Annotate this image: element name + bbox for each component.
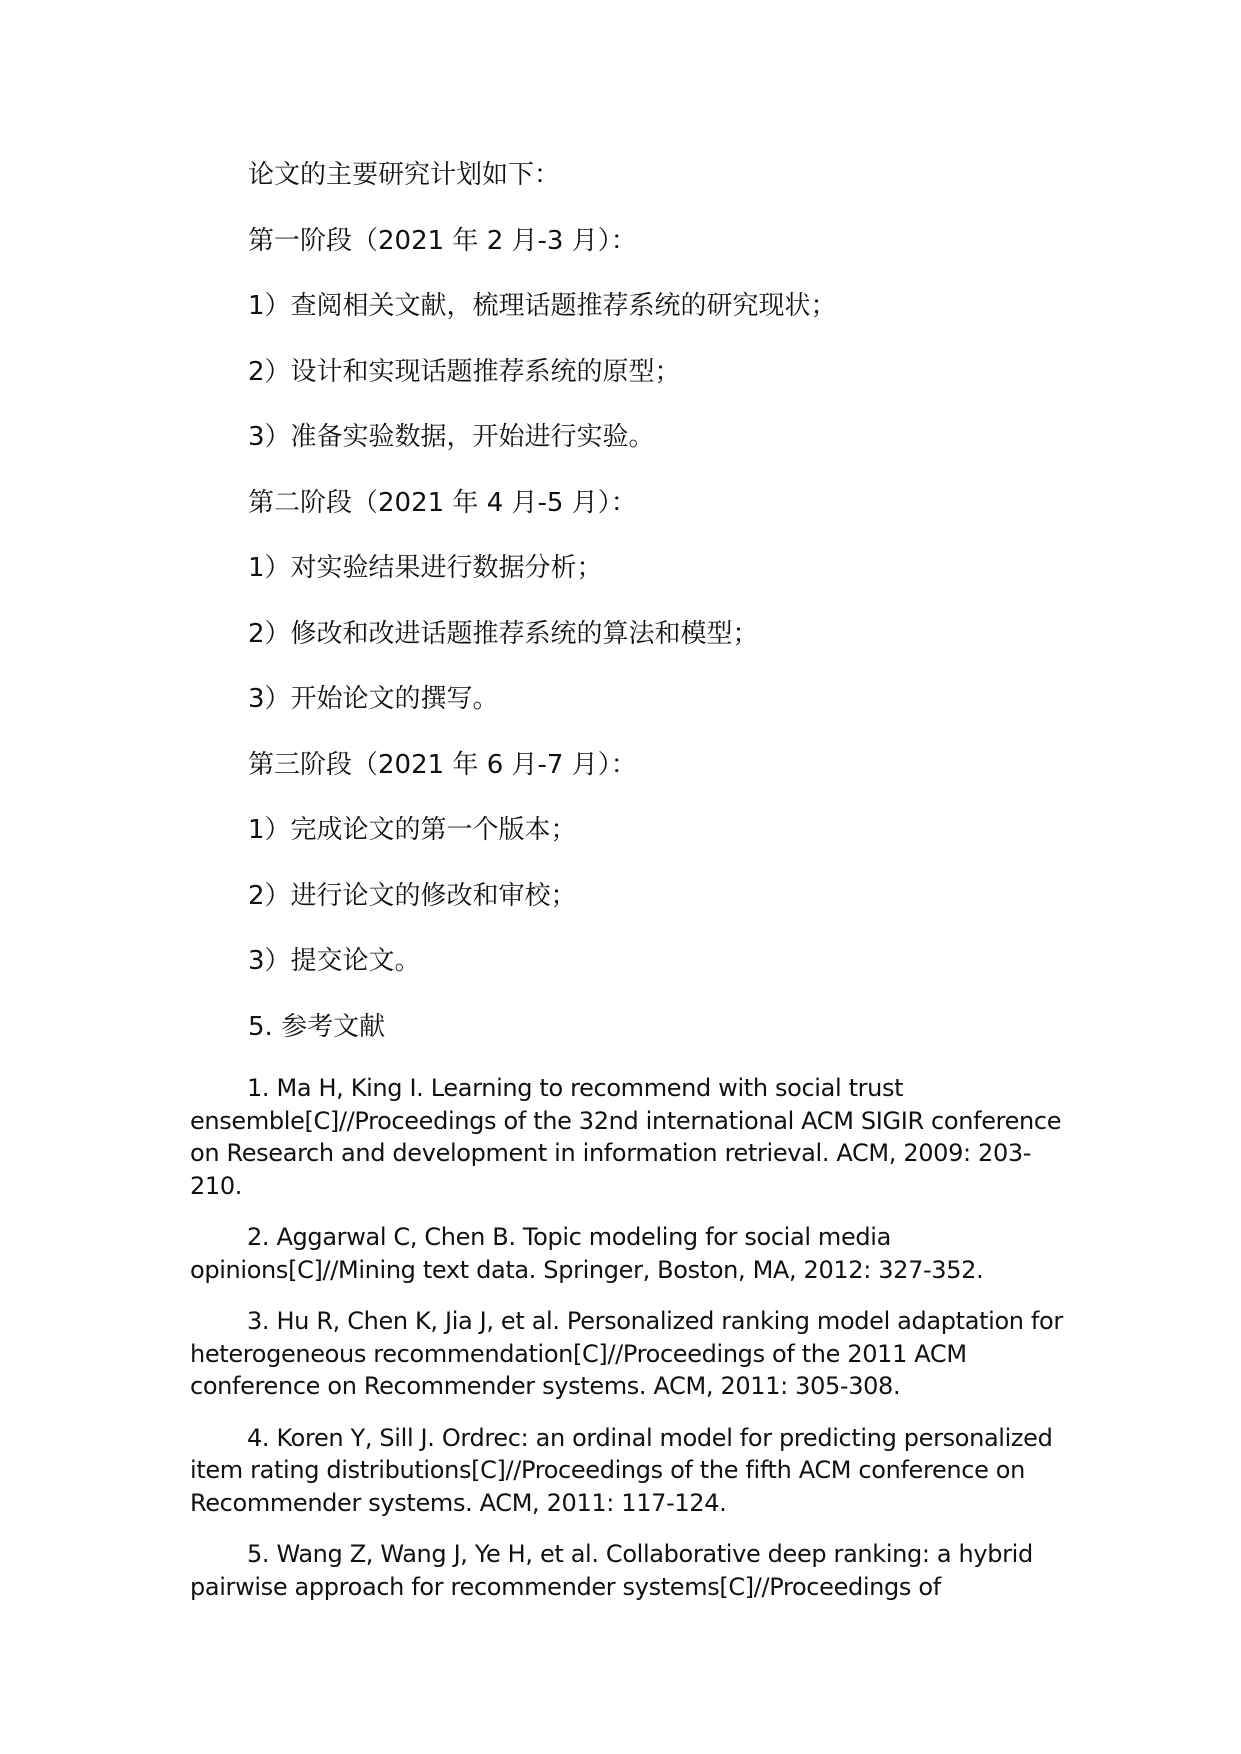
stage-3-item: 3）提交论文。 <box>248 946 421 976</box>
stage-1-item: 1）查阅相关文献，梳理话题推荐系统的研究现状； <box>248 291 837 321</box>
stage-2-item: 2）修改和改进话题推荐系统的算法和模型； <box>248 618 759 649</box>
research-plan-section <box>248 158 1068 1075</box>
stage-2-title: 第二阶段（2021 年 4 月-5 月）： <box>248 487 637 518</box>
stage-3-item: 2）进行论文的修改和审校； <box>248 880 577 911</box>
stage-1-item: 3）准备实验数据，开始进行实验。 <box>248 422 655 452</box>
plan-intro: 论文的主要研究计划如下： <box>248 160 561 190</box>
stage-2-item: 3）开始论文的撰写。 <box>248 684 499 714</box>
stage-3-title: 第三阶段（2021 年 6 月-7 月）： <box>248 749 637 780</box>
stage-1-title: 第一阶段（2021 年 2 月-3 月）： <box>248 225 637 256</box>
reference-item: 1. Ma H, King I. Learning to recommend with social trust ensemble[C]//Proceedings of the 32nd international ACM SIGIR conference on Research and development in information retrieval. ACM, 2009: 203-210. <box>190 1074 1062 1200</box>
references-list <box>190 1072 1070 1622</box>
reference-item: 4. Koren Y, Sill J. Ordrec: an ordinal model for predicting personalized item rating distributions[C]//Proceedings of the fifth ACM conference on Recommender systems. ACM, 2011: 117-124. <box>190 1423 1053 1517</box>
stage-2-item: 1）对实验结果进行数据分析； <box>248 553 603 583</box>
stage-1-item: 2）设计和实现话题推荐系统的原型； <box>248 356 681 387</box>
reference-item: 2. Aggarwal C, Chen B. Topic modeling for social media opinions[C]//Mining text data. Springer, Boston, MA, 2012: 327-352. <box>190 1223 984 1284</box>
reference-item: 3. Hu R, Chen K, Jia J, et al. Personalized ranking model adaptation for heterogeneous recommendation[C]//Proceedings of the 2011 ACM conference on Recommender systems. ACM, 2011: 305-308. <box>190 1307 1063 1400</box>
references-heading: 5. 参考文献 <box>248 1011 386 1042</box>
reference-item: 5. Wang Z, Wang J, Ye H, et al. Collaborative deep ranking: a hybrid pairwise approach for recommender systems[C]//Proceedings of <box>190 1540 1033 1601</box>
stage-3-item: 1）完成论文的第一个版本； <box>248 815 577 845</box>
